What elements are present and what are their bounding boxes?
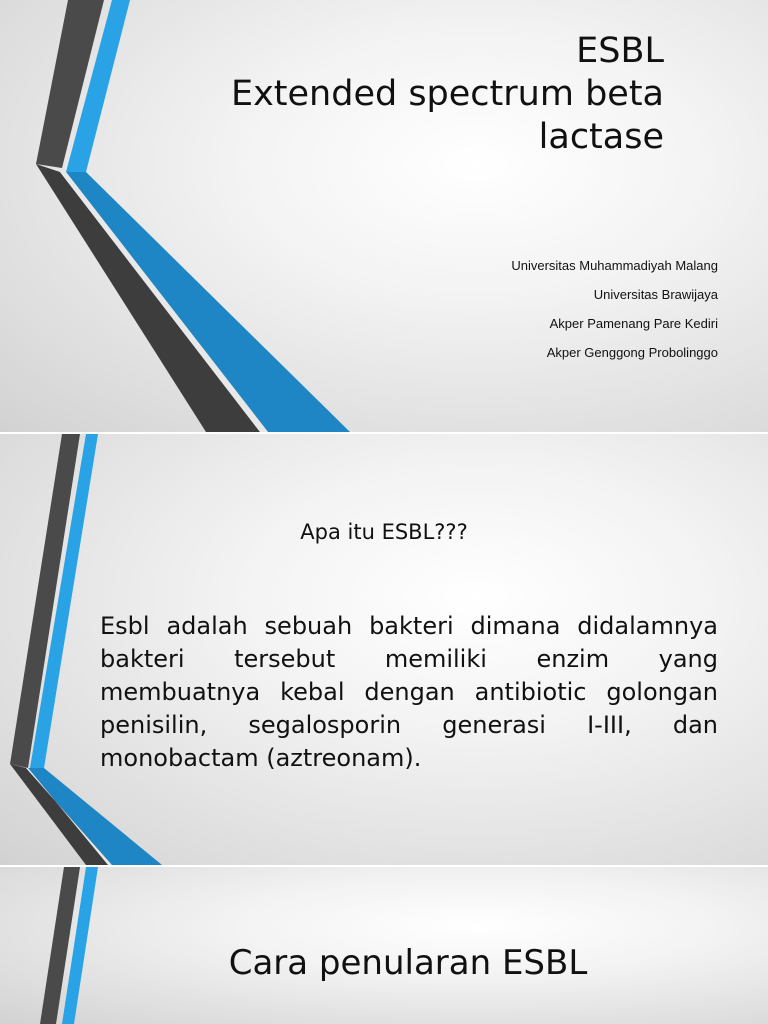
institution-item: Universitas Brawijaya: [593, 287, 718, 302]
title-line-1: ESBL: [576, 31, 664, 71]
institution-item: Universitas Muhammadiyah Malang: [511, 258, 718, 273]
institution-item: Akper Pamenang Pare Kediri: [549, 316, 718, 331]
slide-1: [0, 0, 768, 432]
title-line-3: lactase: [538, 117, 664, 157]
institution-item: Akper Genggong Probolinggo: [546, 345, 718, 360]
institution-list: [511, 254, 718, 370]
slide-2-heading: Apa itu ESBL???: [300, 520, 468, 544]
slide-1-title: [144, 30, 664, 159]
dark-wedge: [36, 164, 260, 432]
slide-3: [0, 867, 768, 1024]
light-gap: [60, 172, 268, 432]
slide-3-title: Cara penularan ESBL: [228, 943, 588, 983]
slide-2-body: Esbl adalah sebuah bakteri dimana didalamnya bakteri tersebut memiliki enzim yang membuatnya kebal dengan antibiotic golongan penisilin, segalosporin generasi I-III, dan monobactam (aztreonam).: [100, 612, 718, 772]
slide-2: [0, 434, 768, 865]
title-line-2: Extended spectrum beta: [230, 74, 664, 114]
